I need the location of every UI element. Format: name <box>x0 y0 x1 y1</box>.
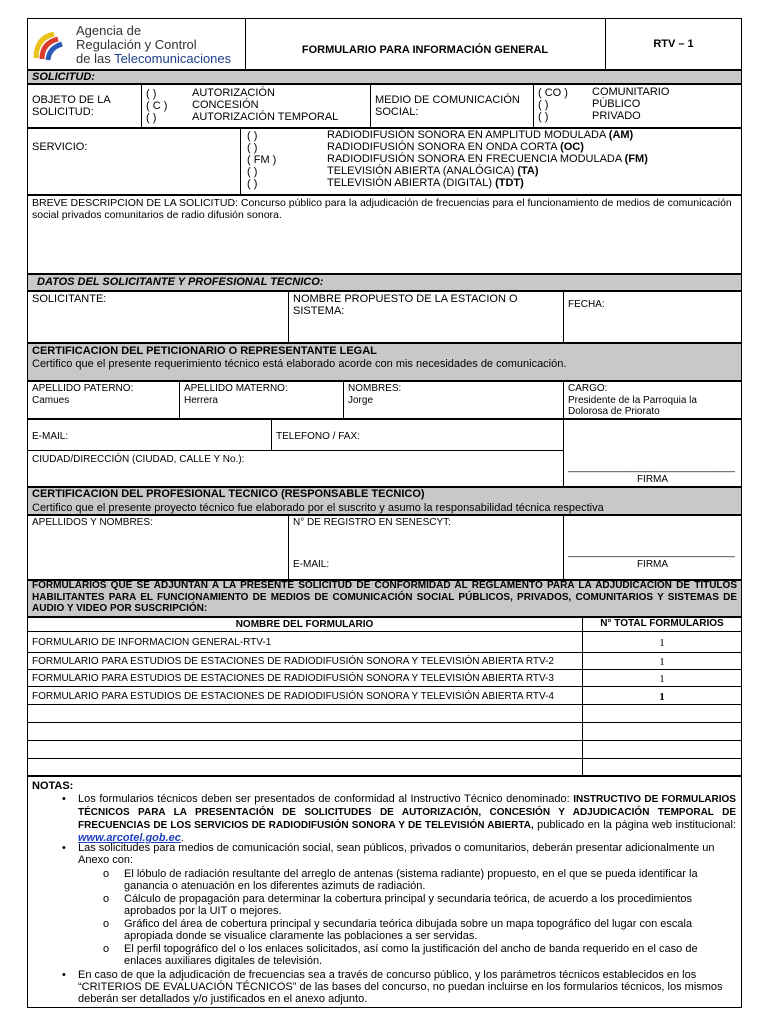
col-nombre-header: NOMBRE DEL FORMULARIO <box>235 619 374 630</box>
table-cell-nombre: FORMULARIO PARA ESTUDIOS DE ESTACIONES DE RADIODIFUSIÓN SONORA Y TELEVISIÓN ABIERTA RTV-3 <box>32 673 554 684</box>
nota-2-sub: El lóbulo de radiación resultante del arreglo de antenas (sistema radiante) propuesto, en el que se pueda identificar la ganancia o atenuación en los diferentes azimuts de radiación. <box>124 868 698 892</box>
sub-bullet-icon: o <box>103 868 110 880</box>
servicio-option-text: TELEVISIÓN ABIERTA (ANALÓGICA) <box>327 165 518 177</box>
table-cell-nombre: FORMULARIO DE INFORMACION GENERAL-RTV-1 <box>32 637 272 648</box>
profesional-title: CERTIFICACION DEL PROFESIONAL TECNICO (RESPONSABLE TECNICO) <box>32 488 425 500</box>
servicio-option-mark[interactable]: ( ) <box>247 166 258 178</box>
peticionario-title: CERTIFICACION DEL PETICIONARIO O REPRESENTANTE LEGAL <box>32 345 377 357</box>
table-cell-total: 1 <box>659 637 665 649</box>
servicio-option-code: (FM) <box>624 153 648 165</box>
nota-3: En caso de que la adjudicación de frecuencias sea a través de concurso público, y los parámetros técnicos establecidos en los “CRITERIOS DE EVALUACIÓN TÉCNICOS” de las bases del concurso, no puedan incluirse en los formularios técnicos, los mismos deberán ser detallados y/o justificados en el anexo adjunto. <box>78 969 723 1005</box>
servicio-label: SERVICIO: <box>32 141 88 153</box>
medio-option-label: PÚBLICO <box>592 98 641 110</box>
firma-label: FIRMA <box>636 474 669 485</box>
objeto-option-mark[interactable]: ( ) <box>146 88 157 100</box>
profesional-firma-label: FIRMA <box>636 559 669 570</box>
sub-bullet-icon: o <box>103 943 110 955</box>
notas-title: NOTAS: <box>32 780 74 792</box>
arcotel-logo-icon <box>32 26 72 62</box>
apellido-materno-value: Herrera <box>184 395 218 406</box>
form-title: FORMULARIO PARA INFORMACIÓN GENERAL <box>301 44 549 56</box>
objeto-option-label: CONCESIÓN <box>192 99 259 111</box>
medio-option-label: PRIVADO <box>592 110 641 122</box>
solicitud-section-bar <box>27 70 742 84</box>
servicio-option-mark[interactable]: ( ) <box>247 142 258 154</box>
sub-bullet-icon: o <box>103 893 110 905</box>
servicio-option-mark[interactable]: ( FM ) <box>247 154 277 166</box>
servicio-option-label <box>327 177 524 189</box>
table-cell-nombre: FORMULARIO PARA ESTUDIOS DE ESTACIONES DE RADIODIFUSIÓN SONORA Y TELEVISIÓN ABIERTA RTV-2 <box>32 656 554 667</box>
logo-line-3 <box>76 52 231 66</box>
profesional-firma-line: ______________________________ <box>568 547 735 558</box>
email-label: E-MAIL: <box>32 431 69 442</box>
nota-2-sub: El perfil topográfico del o los enlaces solicitados, así como la justificación del ancho de banda requerido en el caso de enlaces auxiliares digitales de televisión. <box>124 943 698 967</box>
arcotel-link[interactable]: www.arcotel.gob.ec <box>78 832 181 844</box>
servicio-option-code: (TDT) <box>495 177 524 189</box>
logo-line-2: Regulación y Control <box>76 37 197 52</box>
nota-1-c: publicado en la página web institucional: <box>533 819 736 831</box>
medio-option-mark[interactable]: ( ) <box>538 99 549 111</box>
servicio-option-code: (TA) <box>517 165 539 177</box>
formularios-title: FORMULARIOS QUE SE ADJUNTAN A LA PRESENTE SOLICITUD DE CONFORMIDAD AL REGLAMENTO PARA LA ADJUDICACIÓN DE TÍTULOS HABILITANTES PARA EL FUNCIONAMIENTO DE MEDIOS DE COMUNICACIÓN SOCIAL PÚBLICOS, PRIVADOS, COMUNITARIOS Y SISTEMAS DE AUDIO Y VIDEO POR SUSCRIPCIÓN: <box>32 580 737 614</box>
objeto-label: OBJETO DE LA SOLICITUD: <box>32 94 111 118</box>
apellido-paterno-value: Camues <box>32 395 70 406</box>
fecha-label: FECHA: <box>568 299 605 310</box>
nota-1-b: INSTRUCTIVO DE FORMULARIOS TÉCNICOS PARA LA PRESENTACIÓN DE SOLICITUDES DE AUTORIZACIÓN, CONCESIÓN Y ADJUDICACIÓN TEMPORAL DE FRECUENCIAS DE LOS SERVICIOS DE RADIODIFUSIÓN SONORA Y DE TELEVISIÓN ABIERTA, <box>78 794 736 831</box>
medio-label: MEDIO DE COMUNICACIÓN SOCIAL: <box>375 94 520 118</box>
servicio-option-text: RADIODIFUSIÓN SONORA EN ONDA CORTA <box>327 141 561 153</box>
bullet-icon: • <box>62 969 66 981</box>
servicio-option-label <box>327 141 584 153</box>
table-cell-total: 1 <box>659 656 665 668</box>
objeto-option-label: AUTORIZACIÓN TEMPORAL <box>192 111 339 123</box>
sub-bullet-icon: o <box>103 918 110 930</box>
profesional-email-label: E-MAIL: <box>293 559 330 570</box>
solicitud-section-title: SOLICITUD: <box>32 71 95 83</box>
firma-line: ______________________________ <box>568 462 735 473</box>
nombres-label: NOMBRES: <box>348 383 402 394</box>
servicio-option-label <box>327 165 539 177</box>
col-total-header: N° TOTAL FORMULARIOS <box>600 618 724 629</box>
servicio-option-code: (OC) <box>560 141 584 153</box>
profesional-text: Certifico que el presente proyecto técnico fue elaborado por el suscrito y asumo la responsabilidad técnica respectiva <box>32 502 604 514</box>
medio-option-mark[interactable]: ( ) <box>538 111 549 123</box>
nota-2: Las solicitudes para medios de comunicación social, sean públicos, privados o comunitarios, deberán presentar adicionalmente un Anexo con: <box>78 842 715 866</box>
bullet-icon: • <box>62 793 66 805</box>
descripcion-text: BREVE DESCRIPCION DE LA SOLICITUD: Concurso público para la adjudicación de frecuencias para el funcionamiento de medios de comunicación social privados comunitarios de radio difusión sonora. <box>32 197 732 221</box>
apellido-paterno-label: APELLIDO PATERNO: <box>32 383 134 394</box>
nota-1-end: . <box>180 832 184 844</box>
apellido-materno-label: APELLIDO MATERNO: <box>184 383 288 394</box>
cargo-label: CARGO: <box>568 383 608 394</box>
logo-line-3b: Telecomunicaciones <box>114 51 232 66</box>
datos-section-title: DATOS DEL SOLICITANTE Y PROFESIONAL TECNICO: <box>37 276 324 288</box>
servicio-option-mark[interactable]: ( ) <box>247 178 258 190</box>
nota-1 <box>78 793 736 844</box>
table-cell-total: 1 <box>659 673 665 685</box>
cargo-value: Presidente de la Parroquia la Dolorosa de Priorato <box>568 395 697 417</box>
profesional-apellidos-label: APELLIDOS Y NOMBRES: <box>32 517 153 528</box>
bullet-icon: • <box>62 842 66 854</box>
servicio-option-text: RADIODIFUSIÓN SONORA EN AMPLITUD MODULADA <box>327 129 609 141</box>
nota-2-sub: Cálculo de propagación para determinar la cobertura principal y secundaria teórica, de acuerdo a los procedimientos aprobados por la UIT o mejores. <box>124 893 693 917</box>
servicio-option-label <box>327 153 648 165</box>
nombres-value: Jorge <box>348 395 374 406</box>
direccion-label: CIUDAD/DIRECCIÓN (CIUDAD, CALLE Y No.): <box>32 454 245 465</box>
table-cell-nombre: FORMULARIO PARA ESTUDIOS DE ESTACIONES DE RADIODIFUSIÓN SONORA Y TELEVISIÓN ABIERTA RTV-4 <box>32 691 554 702</box>
servicio-option-label <box>327 129 633 141</box>
medio-option-mark[interactable]: ( CO ) <box>538 87 568 99</box>
registro-label: N° DE REGISTRO EN SENESCYT: <box>293 517 451 528</box>
nombre-estacion-label: NOMBRE PROPUESTO DE LA ESTACION O SISTEMA: <box>293 293 518 317</box>
logo-line-3a: de las <box>76 51 115 66</box>
table-cell-total: 1 <box>659 691 665 703</box>
nota-2-sub: Gráfico del área de cobertura principal y secundaria teórica dibujada sobre un mapa topográfico del lugar con escala apropiada donde se visualice claramente las poblaciones a ser servidas. <box>124 918 693 942</box>
objeto-option-label: AUTORIZACIÓN <box>192 87 275 99</box>
servicio-option-mark[interactable]: ( ) <box>247 130 258 142</box>
form-code: RTV – 1 <box>653 38 694 50</box>
servicio-option-text: RADIODIFUSIÓN SONORA EN FRECUENCIA MODULADA <box>327 153 625 165</box>
nota-1-a: Los formularios técnicos deben ser presentados de conformidad al Instructivo Técnico denominado: <box>78 793 574 805</box>
peticionario-text: Certifico que el presente requerimiento técnico está elaborado acorde con mis necesidades de comunicación. <box>32 358 567 370</box>
solicitante-label: SOLICITANTE: <box>32 293 107 305</box>
medio-option-label: COMUNITARIO <box>592 86 670 98</box>
servicio-option-code: (AM) <box>608 129 634 141</box>
logo-line-1: Agencia de <box>76 23 142 38</box>
objeto-option-mark[interactable]: ( ) <box>146 112 157 124</box>
objeto-option-mark[interactable]: ( C ) <box>146 100 168 112</box>
servicio-option-text: TELEVISIÓN ABIERTA (DIGITAL) <box>327 177 496 189</box>
telefono-label: TELEFONO / FAX: <box>276 431 360 442</box>
